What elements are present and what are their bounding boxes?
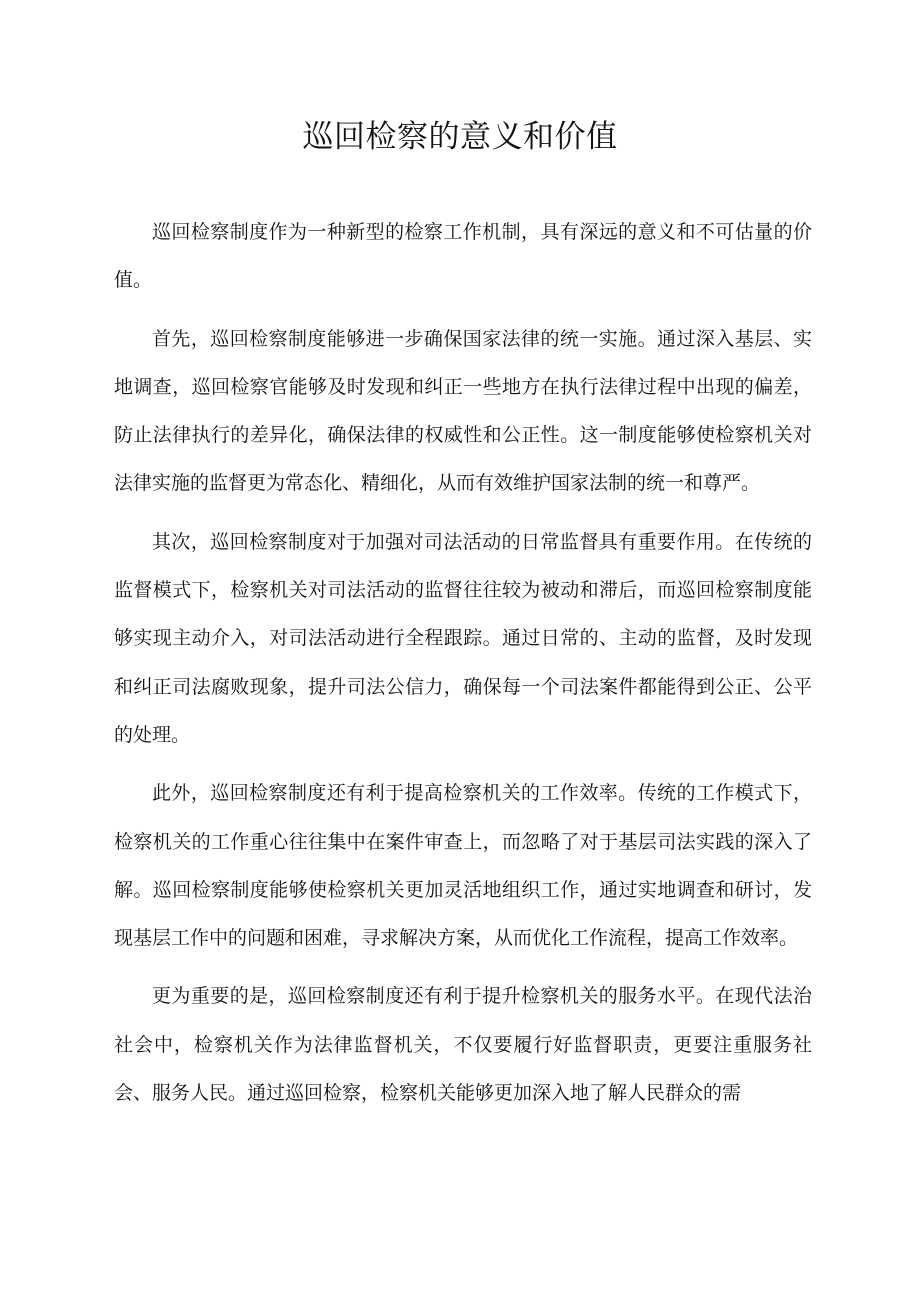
paragraph-intro: 巡回检察制度作为一种新型的检察工作机制，具有深远的意义和不可估量的价值。	[114, 221, 812, 292]
document-body	[114, 208, 812, 1127]
document-title: 巡回检察的意义和价值	[302, 119, 618, 155]
paragraph-third: 此外，巡回检察制度还有利于提高检察机关的工作效率。传统的工作模式下，检察机关的工作重心往往集中在案件审查上，而忽略了对于基层司法实践的深入了解。巡回检察制度能够使检察机关更加灵活地组织工作，通过实地调查和研讨，发现基层工作中的问题和困难，寻求解决方案，从而优化工作流程，提高工作效率。	[114, 782, 812, 950]
paragraph-second: 其次，巡回检察制度对于加强对司法活动的日常监督具有重要作用。在传统的监督模式下，检察机关对司法活动的监督往往较为被动和滞后，而巡回检察制度能够实现主动介入，对司法活动进行全程跟踪。通过日常的、主动的监督，及时发现和纠正司法腐败现象，提升司法公信力，确保每一个司法案件都能得到公正、公平的处理。	[114, 530, 812, 746]
paragraph-fourth: 更为重要的是，巡回检察制度还有利于提升检察机关的服务水平。在现代法治社会中，检察机关作为法律监督机关，不仅要履行好监督职责，更要注重服务社会、服务人民。通过巡回检察，检察机关能够更加深入地了解人民群众的需	[114, 985, 812, 1105]
paragraph-first: 首先，巡回检察制度能够进一步确保国家法律的统一实施。通过深入基层、实地调查，巡回检察官能够及时发现和纠正一些地方在执行法律过程中出现的偏差，防止法律执行的差异化，确保法律的权威性和公正性。这一制度能够使检察机关对法律实施的监督更为常态化、精细化，从而有效维护国家法制的统一和尊严。	[114, 327, 812, 495]
